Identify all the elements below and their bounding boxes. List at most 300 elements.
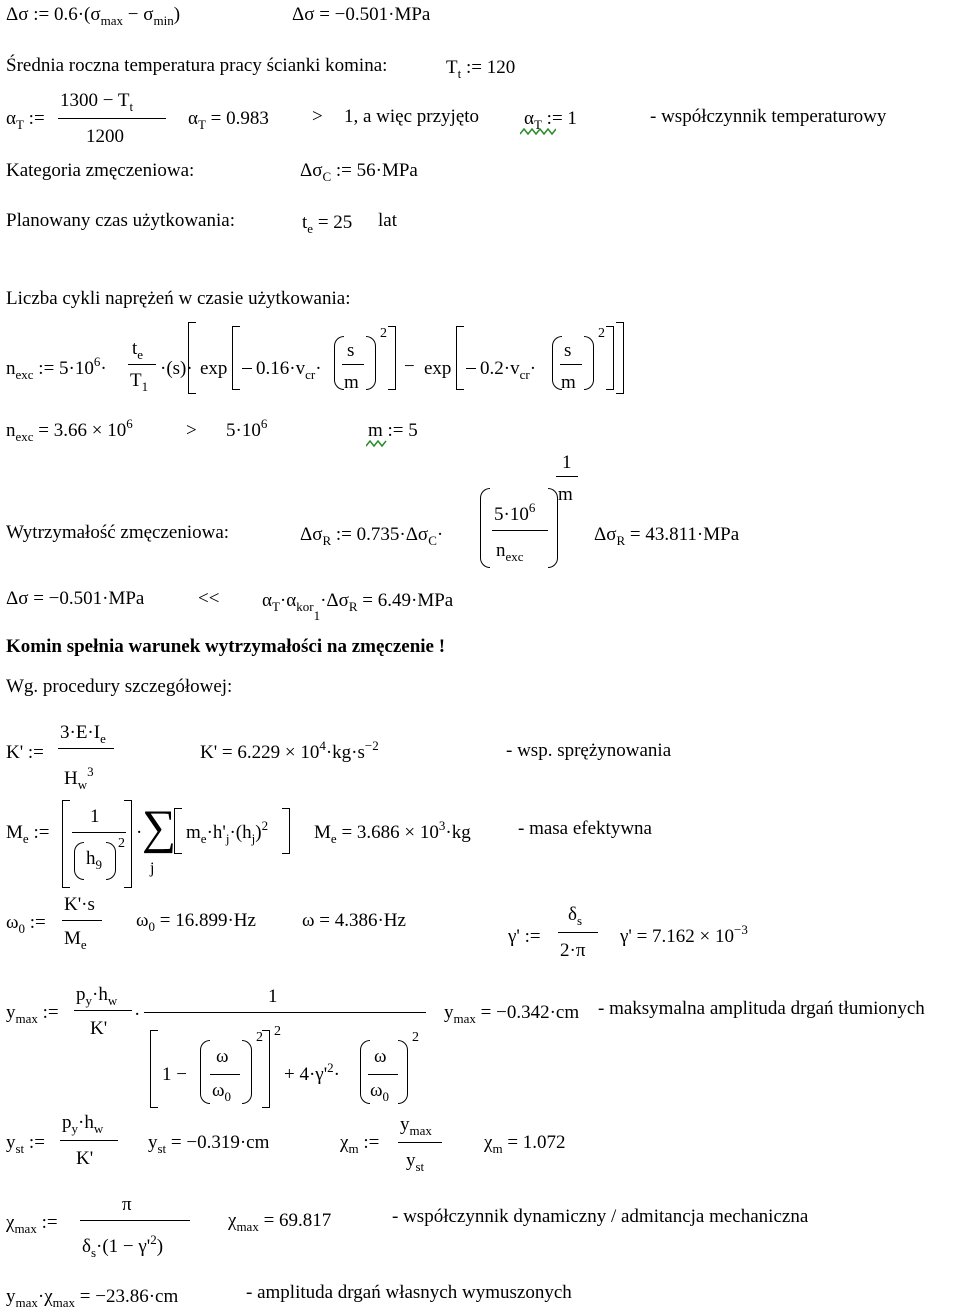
- sum-sign: ∑: [142, 801, 177, 854]
- omega-den: [64, 928, 87, 950]
- text: y: [406, 1150, 416, 1171]
- text: H: [64, 768, 78, 789]
- final-expr: [6, 1286, 178, 1308]
- redefinition-marker: [520, 128, 556, 136]
- s-num: s: [347, 340, 355, 361]
- paren-right: [366, 336, 376, 390]
- sub: min: [153, 13, 174, 28]
- ymax-comment: - maksymalna amplituda drgań tłumionych: [598, 998, 925, 1019]
- paren-right: [106, 842, 116, 880]
- paren-right: [584, 336, 594, 390]
- paren-right: [242, 1040, 252, 1104]
- bracket-left: [232, 326, 240, 390]
- minus-sign: [242, 368, 252, 369]
- sub: e: [22, 831, 29, 846]
- text: p: [62, 1112, 72, 1133]
- fraction-bar: [210, 1074, 240, 1075]
- te-over-T1-den: [130, 370, 148, 392]
- text: 0.16·v: [256, 358, 306, 379]
- alphaT-lhs: [6, 108, 45, 130]
- sub: m: [348, 1141, 359, 1156]
- chimax-lhs: [6, 1212, 58, 1234]
- text: := 5·10: [33, 358, 94, 379]
- text: kg·s: [332, 742, 365, 763]
- ymax-num: [76, 984, 117, 1006]
- me-den: [86, 848, 102, 870]
- bracket-right: [124, 800, 132, 888]
- text: :=: [24, 1132, 45, 1153]
- sup: −3: [734, 922, 748, 937]
- category-expr: [300, 160, 418, 182]
- text: :=: [25, 912, 46, 933]
- sub: w: [93, 1121, 104, 1136]
- chi-m-num: [400, 1114, 432, 1136]
- sub: exc: [15, 429, 34, 444]
- bracket-left: [188, 322, 196, 394]
- text: ·: [325, 742, 333, 763]
- text: + 4·γ': [284, 1064, 328, 1085]
- text: ·: [333, 1064, 340, 1085]
- fraction-bar: [398, 1142, 442, 1143]
- bracket-right: [262, 1030, 270, 1108]
- lifetime-expr: [302, 212, 352, 234]
- text: 5·10: [494, 504, 529, 525]
- bracket-left: [174, 808, 182, 854]
- sub: max: [15, 1295, 38, 1310]
- Tt-definition: [446, 57, 515, 79]
- ymax-den: K': [90, 1018, 108, 1039]
- sub: C: [322, 169, 332, 184]
- sub: 9: [95, 857, 102, 872]
- fraction-bar: [72, 832, 126, 833]
- sub: R: [616, 533, 626, 548]
- chi-m-den: [406, 1150, 424, 1172]
- delta-sigma-definition: [6, 4, 180, 26]
- exp-1: exp: [200, 358, 228, 379]
- text: T: [446, 57, 458, 78]
- fraction-bar: [342, 364, 364, 365]
- sub: st: [157, 1141, 167, 1156]
- bracket-left: [456, 326, 464, 390]
- sub: e: [200, 831, 207, 846]
- sub: max: [453, 1011, 476, 1026]
- fraction-bar: [58, 118, 166, 119]
- text: δ: [568, 904, 577, 925]
- text: y: [6, 1132, 16, 1153]
- sub: cr: [519, 367, 530, 382]
- text: Δσ: [300, 160, 323, 181]
- sup: 6: [93, 354, 101, 369]
- text: ·h': [206, 822, 226, 843]
- text: ·: [315, 358, 322, 379]
- paren-left: [480, 488, 490, 568]
- sub: t: [129, 99, 134, 114]
- plus-gamma: [284, 1060, 340, 1086]
- paren-left: [360, 1040, 370, 1104]
- sub: s: [90, 1245, 97, 1260]
- text: ·Δσ: [320, 590, 349, 611]
- sub: s: [576, 913, 583, 928]
- text: ·α: [279, 590, 297, 611]
- s-unit: ·(s)·: [160, 358, 193, 379]
- kprime-lhs: K' :=: [6, 742, 44, 763]
- ymax-one: 1: [268, 986, 278, 1007]
- yst-num: [62, 1112, 103, 1134]
- te-over-T1-num: [132, 338, 143, 360]
- strength-den: [496, 540, 524, 562]
- sub: T: [197, 117, 206, 132]
- sub: C: [428, 533, 437, 548]
- alphaT-comment: - współczynnik temperaturowy: [650, 106, 887, 127]
- text: t: [132, 338, 138, 359]
- text: ·(h: [229, 822, 252, 843]
- cycles-label: Liczba cykli naprężeń w czasie użytkowania:: [6, 288, 351, 309]
- strength-expr: [300, 524, 443, 546]
- text: = 6.49·MPa: [357, 590, 454, 611]
- sup: 3: [87, 764, 94, 779]
- square-exp: 2: [380, 326, 387, 341]
- text: ω: [6, 912, 19, 933]
- pow-num: 1: [562, 452, 572, 473]
- dot: ·: [134, 1004, 141, 1025]
- sub: R: [348, 599, 358, 614]
- text: y: [444, 1002, 454, 1023]
- text: ·h: [92, 984, 108, 1005]
- text: := 0.735·Δσ: [331, 524, 429, 545]
- sub: 0: [148, 919, 156, 934]
- sup: 6: [126, 416, 133, 431]
- text: = 43.811·MPa: [625, 524, 740, 545]
- sup: −2: [364, 738, 379, 753]
- k2: [480, 358, 536, 380]
- text: := 56·MPa: [331, 160, 418, 181]
- gamma-num: [568, 904, 582, 926]
- sub: j: [251, 831, 256, 846]
- sub: max: [236, 1219, 259, 1234]
- m-den: m: [344, 372, 359, 393]
- strength-label: Wytrzymałość zmęczeniowa:: [6, 522, 230, 543]
- text: K' = 6.229 × 10: [200, 742, 320, 763]
- text: M: [6, 822, 23, 843]
- text: χ: [340, 1132, 349, 1153]
- much-less-than: <<: [198, 588, 220, 609]
- alphaT-denominator: 1200: [86, 126, 124, 147]
- sub: exc: [505, 549, 524, 564]
- text: ·: [100, 358, 107, 379]
- paren-right: [548, 488, 558, 568]
- sub: cr: [305, 367, 316, 382]
- text: m: [186, 822, 201, 843]
- text: = 3.686 × 10: [336, 822, 439, 843]
- fraction-bar: [80, 1220, 190, 1221]
- text: y: [6, 1002, 16, 1023]
- text: = 25: [313, 212, 353, 233]
- text: χ: [228, 1210, 237, 1231]
- sub: max: [409, 1123, 432, 1138]
- alphaT-set: [524, 108, 577, 130]
- yst-den: K': [76, 1148, 94, 1169]
- pow-den: m: [558, 484, 573, 505]
- text: = 3.66 × 10: [33, 420, 127, 441]
- text: 5·10: [226, 420, 261, 441]
- sub: 1: [141, 379, 149, 394]
- kprime-den: [64, 764, 94, 792]
- chimax-result: [228, 1210, 331, 1232]
- sub: max: [52, 1295, 76, 1310]
- sup: 6: [260, 416, 268, 431]
- m-definition: [368, 420, 418, 442]
- fraction-bar: [560, 364, 582, 365]
- text: ω: [136, 910, 149, 931]
- sub: e: [100, 731, 106, 746]
- text: α: [524, 108, 534, 129]
- text: y: [6, 1286, 16, 1307]
- fraction-bar: [62, 920, 102, 921]
- bracket-right: [606, 326, 614, 390]
- text: ω: [212, 1080, 225, 1101]
- text: ·: [529, 358, 537, 379]
- bracket-right: [616, 322, 624, 394]
- sub: 0: [382, 1089, 390, 1104]
- paren-left: [334, 336, 344, 390]
- sub: e: [137, 347, 144, 362]
- sub: 0: [224, 1089, 232, 1104]
- yst-result: [148, 1132, 269, 1154]
- text: = 69.817: [258, 1210, 332, 1231]
- text: Δσ: [594, 524, 617, 545]
- fraction-bar: [368, 1074, 398, 1075]
- text: ): [156, 1236, 164, 1257]
- sub: max: [15, 1011, 38, 1026]
- text: = −0.319·cm: [166, 1132, 270, 1153]
- ymax-result: [444, 1002, 579, 1024]
- omega-num: K'·s: [64, 894, 95, 915]
- sub: e: [80, 937, 87, 952]
- text: = 16.899·Hz: [155, 910, 256, 931]
- category-label: Kategoria zmęczeniowa:: [6, 160, 195, 181]
- ymax-lhs: [6, 1002, 59, 1024]
- text: = −0.342·cm: [475, 1002, 580, 1023]
- sub: t: [457, 66, 462, 81]
- greater-than: >: [312, 106, 323, 127]
- alphaT-numerator: [60, 90, 133, 112]
- text: Δσ := 0.6·(σ: [6, 4, 101, 25]
- text: = 1.072: [502, 1132, 566, 1153]
- greater-than-2: >: [186, 420, 197, 441]
- fraction-bar: [492, 530, 548, 531]
- text: :=: [28, 822, 50, 843]
- sub: 1: [313, 608, 321, 623]
- text: :=: [23, 108, 45, 129]
- sub: R: [322, 533, 332, 548]
- sub: y: [71, 1121, 78, 1136]
- lifetime-unit: lat: [378, 210, 397, 231]
- text: n: [496, 540, 506, 561]
- chi-m-result: [484, 1132, 566, 1154]
- text: ·χ: [37, 1286, 53, 1307]
- bracket-right: [282, 808, 290, 854]
- text: :=: [358, 1132, 380, 1153]
- text: M: [64, 928, 81, 949]
- text: α: [262, 590, 272, 611]
- text: = 0.983: [205, 108, 269, 129]
- dot: ·: [136, 822, 143, 843]
- text: t: [302, 212, 308, 233]
- text: p: [76, 984, 86, 1005]
- me-result: [314, 818, 471, 846]
- me-lhs: [6, 822, 49, 844]
- text: Δσ: [300, 524, 323, 545]
- sup: 6: [528, 500, 536, 515]
- sup: 3: [438, 818, 446, 833]
- sub: 0: [18, 921, 26, 936]
- sum-index: j: [150, 860, 155, 877]
- sub: w: [77, 777, 88, 792]
- w2-num: ω: [374, 1046, 387, 1067]
- one-minus: 1 −: [162, 1064, 187, 1085]
- text: := 120: [461, 57, 516, 78]
- strength-result: [594, 524, 739, 546]
- sub: max: [14, 1221, 37, 1236]
- sub: st: [15, 1141, 25, 1156]
- text: ): [173, 4, 181, 25]
- w0-den: [212, 1080, 231, 1102]
- exp-2: exp: [424, 358, 452, 379]
- sub: kor: [296, 599, 314, 614]
- final-comment: - amplituda drgań własnych wymuszonych: [246, 1282, 572, 1303]
- delta-sigma-result: Δσ = −0.501·MPa: [292, 4, 431, 25]
- sub: e: [330, 831, 337, 846]
- w02-den: [370, 1080, 389, 1102]
- alphaT-result: [188, 108, 269, 130]
- text: ω: [370, 1080, 383, 1101]
- sq-2: 2: [412, 1030, 419, 1045]
- procedure-label: Wg. procedury szczegółowej:: [6, 676, 233, 697]
- text: ·(1 − γ': [96, 1236, 151, 1257]
- fraction-bar: [144, 1012, 426, 1013]
- me-den-exp: 2: [118, 836, 125, 851]
- sq-outer: 2: [274, 1024, 281, 1039]
- yst-lhs: [6, 1132, 45, 1154]
- sub: w: [107, 993, 118, 1008]
- fraction-bar: [128, 364, 156, 365]
- sub: T: [533, 117, 542, 132]
- sub: T: [15, 117, 24, 132]
- text: M: [314, 822, 331, 843]
- text: − σ: [123, 4, 154, 25]
- me-term: [186, 818, 269, 846]
- nexc-lhs: [6, 354, 107, 382]
- chimax-comment: - współczynnik dynamiczny / admitancja mechaniczna: [392, 1206, 809, 1227]
- text: n: [6, 358, 16, 379]
- nexc-rhs: [226, 416, 268, 442]
- text: ): [255, 822, 262, 843]
- alphaT-accept-text: 1, a więc przyjęto: [344, 106, 480, 127]
- sub: exc: [15, 367, 34, 382]
- paren-left: [200, 1040, 210, 1104]
- text: α: [188, 108, 198, 129]
- strength-num: [494, 500, 536, 526]
- compare-lhs: Δσ = −0.501·MPa: [6, 588, 145, 609]
- kprime-num: [60, 722, 106, 744]
- bracket-left: [62, 800, 70, 888]
- text: δ: [82, 1236, 91, 1257]
- text: ·kg: [445, 822, 471, 843]
- chi-m-lhs: [340, 1132, 379, 1154]
- paren-left: [74, 842, 84, 880]
- sub: y: [85, 993, 92, 1008]
- paren-right: [398, 1040, 408, 1104]
- chimax-den: [82, 1232, 164, 1260]
- temperature-label: Średnia roczna temperatura pracy ścianki komina:: [6, 55, 388, 76]
- omega-result: [136, 910, 256, 932]
- minus: −: [404, 356, 415, 377]
- compare-rhs: [262, 590, 454, 623]
- text: y: [148, 1132, 158, 1153]
- sub: T: [271, 599, 280, 614]
- k1: [256, 358, 322, 380]
- square-exp-2: 2: [598, 326, 605, 341]
- text: α: [6, 108, 16, 129]
- bracket-left: [150, 1030, 158, 1108]
- fraction-bar: [58, 748, 114, 749]
- sub: max: [100, 13, 123, 28]
- text: ·: [436, 524, 444, 545]
- omega-lhs: [6, 912, 46, 934]
- chimax-num: π: [122, 1194, 132, 1215]
- sup: 2: [327, 1060, 334, 1075]
- s-num-2: s: [564, 340, 572, 361]
- omega-value: ω = 4.386·Hz: [302, 910, 406, 931]
- m-den-2: m: [561, 372, 576, 393]
- gamma-result: [620, 922, 748, 948]
- gamma-den: 2·π: [560, 940, 586, 961]
- me-num: 1: [90, 806, 100, 827]
- sup: 2: [150, 1232, 157, 1247]
- gamma-lhs: γ' :=: [508, 926, 541, 947]
- text: γ' = 7.162 × 10: [620, 926, 734, 947]
- text: 0.2·v: [480, 358, 520, 379]
- me-comment: - masa efektywna: [518, 818, 652, 839]
- text: m: [368, 420, 383, 441]
- lifetime-label: Planowany czas użytkowania:: [6, 210, 235, 231]
- sub: m: [492, 1141, 503, 1156]
- text: = −23.86·cm: [75, 1286, 179, 1307]
- sup: 2: [261, 818, 269, 833]
- fraction-bar: [556, 476, 578, 477]
- fraction-bar: [74, 1010, 132, 1011]
- text: χ: [6, 1212, 15, 1233]
- sub: e: [307, 221, 314, 236]
- conclusion: Komin spełnia warunek wytrzymałości na zmęczenie !: [6, 636, 446, 657]
- text: T: [130, 370, 142, 391]
- sub: st: [415, 1159, 425, 1174]
- sq-1: 2: [256, 1030, 263, 1045]
- text: := 1: [541, 108, 577, 129]
- sup: 4: [319, 738, 326, 753]
- minus-sign: [466, 368, 476, 369]
- fraction-bar: [558, 932, 598, 933]
- text: ·h: [78, 1112, 94, 1133]
- kprime-result: [200, 738, 379, 764]
- text: 1300 − T: [60, 90, 130, 111]
- text: :=: [36, 1212, 58, 1233]
- nexc-result: [6, 416, 133, 444]
- text: 3·E·I: [60, 722, 101, 743]
- text: n: [6, 420, 16, 441]
- w-num: ω: [216, 1046, 229, 1067]
- text: h: [86, 848, 96, 869]
